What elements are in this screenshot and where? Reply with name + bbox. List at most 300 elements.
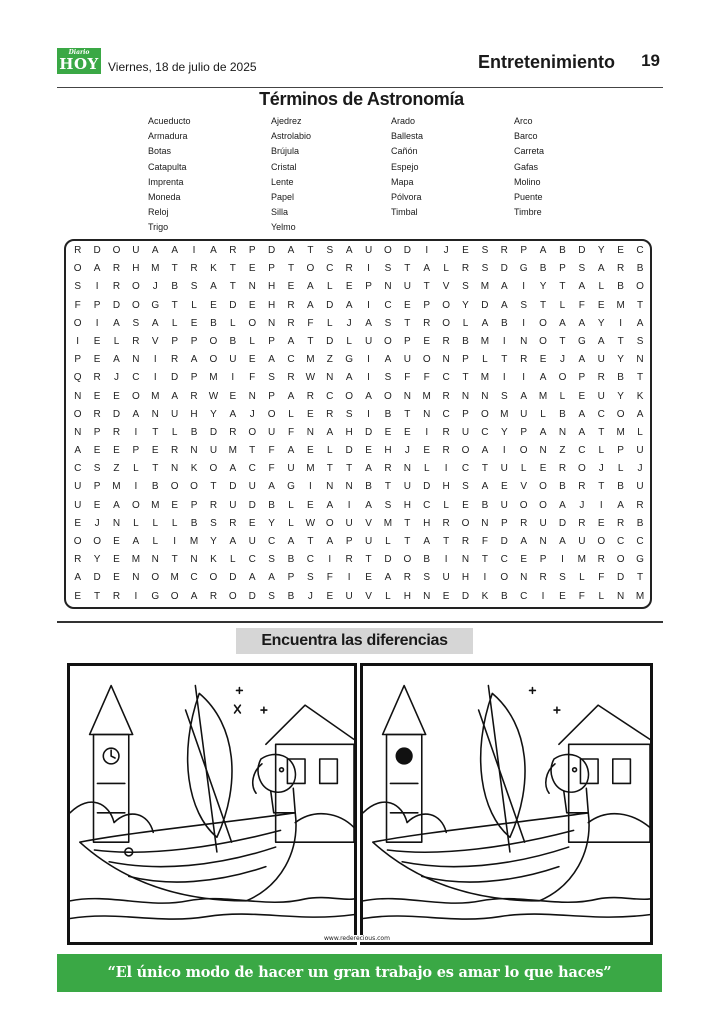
word-list-item: Armadura xyxy=(148,131,188,142)
grid-letter: D xyxy=(558,517,567,529)
quote-text: “El único modo de hacer un gran trabajo es amar lo que haces” xyxy=(107,964,612,981)
grid-letter: B xyxy=(500,317,508,329)
grid-letter: E xyxy=(539,354,547,366)
grid-letter: M xyxy=(616,426,625,438)
grid-letter: H xyxy=(384,445,392,457)
grid-letter: S xyxy=(132,317,140,329)
grid-letter: R xyxy=(74,554,82,566)
grid-letter: J xyxy=(152,281,158,293)
grid-letter: P xyxy=(268,263,275,275)
grid-letter: U xyxy=(578,536,586,547)
grid-letter: A xyxy=(559,317,566,329)
grid-letter: B xyxy=(151,481,159,493)
grid-letter: A xyxy=(345,299,353,311)
grid-letter: I xyxy=(599,499,603,511)
grid-letter: A xyxy=(481,445,489,457)
logo-small-text: Diario xyxy=(68,49,90,56)
grid-letter: N xyxy=(326,481,334,493)
grid-letter: I xyxy=(444,554,448,566)
grid-letter: O xyxy=(422,354,431,366)
grid-letter: N xyxy=(423,590,431,602)
grid-letter: M xyxy=(189,536,199,547)
grid-letter: R xyxy=(112,426,121,438)
grid-letter: I xyxy=(173,536,177,547)
grid-letter: C xyxy=(442,408,450,420)
grid-letter: K xyxy=(210,263,217,275)
grid-letter: T xyxy=(559,281,566,293)
grid-letter: P xyxy=(462,408,469,420)
grid-letter: R xyxy=(190,263,198,275)
grid-letter: O xyxy=(73,408,82,420)
grid-letter: E xyxy=(93,445,101,457)
grid-letter: O xyxy=(131,499,140,511)
grid-letter: L xyxy=(171,426,178,438)
grid-letter: A xyxy=(365,499,372,511)
grid-letter: M xyxy=(209,372,218,384)
grid-letter: L xyxy=(191,299,197,311)
word-list-item: Puente xyxy=(514,191,543,202)
grid-letter: B xyxy=(617,281,624,293)
word-list-item: Brújula xyxy=(271,146,300,157)
grid-letter: G xyxy=(519,263,528,275)
grid-letter: C xyxy=(384,299,392,311)
grid-letter: R xyxy=(442,335,450,347)
grid-letter: R xyxy=(287,299,295,311)
grid-letter: U xyxy=(500,499,508,511)
grid-letter: O xyxy=(228,590,237,602)
grid-letter: D xyxy=(112,299,121,311)
grid-letter: D xyxy=(423,481,431,493)
grid-letter: D xyxy=(364,426,373,438)
grid-letter: T xyxy=(152,463,159,475)
word-list-item: Moneda xyxy=(148,191,181,202)
grid-letter: D xyxy=(171,372,179,384)
grid-letter: D xyxy=(326,299,334,311)
grid-letter: R xyxy=(442,390,450,402)
grid-letter: A xyxy=(597,335,605,347)
grid-letter: J xyxy=(443,245,449,256)
grid-letter: B xyxy=(365,481,372,493)
grid-letter: A xyxy=(384,572,392,584)
grid-letter: U xyxy=(345,517,353,529)
grid-letter: O xyxy=(73,317,82,329)
grid-letter: A xyxy=(210,245,217,256)
grid-letter: N xyxy=(403,390,411,402)
grid-letter: P xyxy=(268,390,275,402)
grid-letter: N xyxy=(520,572,528,584)
grid-letter: R xyxy=(636,499,644,511)
grid-letter: P xyxy=(345,536,353,547)
grid-letter: A xyxy=(326,426,334,438)
grid-letter: B xyxy=(559,245,566,256)
grid-letter: H xyxy=(190,408,198,420)
grid-letter: F xyxy=(578,590,585,602)
grid-letter: I xyxy=(483,572,487,584)
grid-letter: E xyxy=(93,499,101,511)
grid-letter: A xyxy=(423,263,431,275)
grid-letter: I xyxy=(502,372,506,384)
grid-letter: L xyxy=(288,408,294,420)
grid-letter: D xyxy=(93,245,101,256)
grid-letter: N xyxy=(248,281,256,293)
grid-letter: Q xyxy=(73,372,82,384)
grid-letter: V xyxy=(442,281,450,293)
grid-letter: D xyxy=(248,499,256,511)
grid-letter: R xyxy=(539,572,547,584)
grid-letter: U xyxy=(248,481,256,493)
grid-letter: O xyxy=(461,445,470,457)
grid-letter: R xyxy=(423,317,431,329)
grid-letter: U xyxy=(209,445,218,457)
grid-letter: T xyxy=(559,335,566,347)
grid-letter: P xyxy=(617,445,624,457)
grid-letter: A xyxy=(74,572,82,584)
grid-letter: P xyxy=(520,426,528,438)
grid-letter: J xyxy=(579,499,585,511)
grid-letter: N xyxy=(481,390,489,402)
grid-letter: E xyxy=(404,426,411,438)
grid-letter: A xyxy=(578,408,586,420)
grid-letter: T xyxy=(307,335,314,347)
grid-letter: O xyxy=(519,445,528,457)
grid-letter: U xyxy=(403,281,411,293)
grid-letter: N xyxy=(171,463,179,475)
grid-letter: N xyxy=(248,390,256,402)
grid-letter: O xyxy=(325,517,334,529)
grid-letter: I xyxy=(367,372,370,384)
grid-letter: A xyxy=(578,426,586,438)
grid-letter: O xyxy=(93,536,101,547)
grid-letter: T xyxy=(365,554,372,566)
grid-letter: F xyxy=(404,372,411,384)
grid-letter: O xyxy=(151,572,160,584)
grid-letter: T xyxy=(326,463,333,475)
grid-letter: U xyxy=(636,445,644,457)
grid-letter: E xyxy=(248,354,256,366)
grid-letter: N xyxy=(442,354,450,366)
grid-letter: B xyxy=(636,517,644,529)
grid-letter: N xyxy=(539,445,547,457)
grid-letter: M xyxy=(635,590,645,602)
word-list-item: Arco xyxy=(514,116,533,126)
grid-letter: R xyxy=(171,354,179,366)
grid-letter: I xyxy=(347,572,351,584)
grid-letter: A xyxy=(617,499,624,511)
grid-letter: R xyxy=(93,408,101,420)
grid-letter: C xyxy=(248,463,256,475)
grid-letter: C xyxy=(423,499,431,511)
grid-letter: G xyxy=(577,335,586,347)
grid-letter: O xyxy=(616,554,625,566)
grid-letter: L xyxy=(346,335,352,347)
grid-letter: R xyxy=(403,572,411,584)
grid-letter: T xyxy=(171,263,178,275)
grid-letter: L xyxy=(249,335,255,347)
grid-letter: R xyxy=(287,317,295,329)
grid-letter: A xyxy=(559,499,566,511)
grid-letter: I xyxy=(134,590,138,602)
grid-letter: S xyxy=(210,517,217,529)
grid-letter: R xyxy=(112,263,121,275)
grid-letter: S xyxy=(462,281,469,293)
word-list-item: Catapulta xyxy=(148,161,187,172)
grid-letter: T xyxy=(462,372,469,384)
grid-letter: T xyxy=(501,354,508,366)
page-number: 19 xyxy=(641,51,660,70)
boat-dog-drawing-left xyxy=(70,666,354,942)
grid-letter: S xyxy=(520,299,528,311)
grid-letter: S xyxy=(326,245,334,256)
grid-letter: A xyxy=(287,335,295,347)
grid-letter: B xyxy=(462,335,469,347)
grid-letter: A xyxy=(268,481,275,493)
grid-letter: E xyxy=(384,426,392,438)
grid-letter: O xyxy=(267,408,276,420)
grid-letter: N xyxy=(345,481,353,493)
grid-letter: R xyxy=(442,517,450,529)
grid-letter: N xyxy=(481,517,489,529)
grid-letter: P xyxy=(365,281,372,293)
grid-letter: N xyxy=(190,554,198,566)
grid-letter: T xyxy=(636,372,644,384)
word-list-item: Silla xyxy=(271,207,289,218)
grid-letter: R xyxy=(617,517,625,529)
grid-letter: C xyxy=(520,590,528,602)
grid-letter: P xyxy=(559,263,566,275)
grid-letter: V xyxy=(151,335,159,347)
grid-letter: N xyxy=(132,572,140,584)
grid-letter: I xyxy=(425,426,429,438)
grid-letter: T xyxy=(307,536,314,547)
grid-letter: O xyxy=(190,481,198,493)
grid-letter: S xyxy=(384,499,392,511)
grid-letter: D xyxy=(267,245,276,256)
grid-letter: N xyxy=(384,281,392,293)
grid-letter: N xyxy=(151,408,159,420)
word-list-item: Acueducto xyxy=(148,116,191,126)
grid-letter: F xyxy=(578,299,585,311)
grid-letter: E xyxy=(113,445,120,457)
grid-letter: T xyxy=(443,536,450,547)
grid-letter: T xyxy=(636,572,644,584)
grid-letter: H xyxy=(403,590,411,602)
grid-letter: N xyxy=(267,317,276,329)
grid-letter: S xyxy=(500,390,508,402)
grid-letter: L xyxy=(152,517,159,529)
grid-letter: U xyxy=(74,499,82,511)
grid-letter: O xyxy=(636,281,644,293)
grid-letter: I xyxy=(308,481,312,493)
grid-letter: O xyxy=(306,263,315,275)
grid-letter: L xyxy=(326,445,333,457)
word-list-item: Espejo xyxy=(391,161,419,172)
grid-letter: C xyxy=(326,390,334,402)
grid-letter: W xyxy=(305,517,316,529)
grid-letter: E xyxy=(423,445,431,457)
grid-letter: L xyxy=(230,317,236,329)
grid-letter: I xyxy=(502,335,506,347)
grid-letter: R xyxy=(597,372,605,384)
grid-letter: A xyxy=(520,390,528,402)
grid-letter: L xyxy=(443,263,449,275)
grid-letter: M xyxy=(616,299,625,311)
grid-letter: C xyxy=(132,372,140,384)
grid-letter: A xyxy=(229,536,237,547)
grid-letter: O xyxy=(131,390,140,402)
grid-letter: P xyxy=(462,354,469,366)
grid-letter: L xyxy=(133,517,139,529)
grid-letter: I xyxy=(561,554,564,566)
grid-letter: W xyxy=(208,390,219,402)
grid-letter: A xyxy=(578,354,586,366)
grid-letter: P xyxy=(190,335,198,347)
word-list-item: Carreta xyxy=(514,146,545,157)
grid-letter: A xyxy=(345,245,353,256)
grid-letter: A xyxy=(559,536,566,547)
grid-letter: I xyxy=(367,408,370,420)
grid-letter: P xyxy=(248,245,256,256)
grid-letter: J xyxy=(598,463,604,475)
grid-letter: L xyxy=(326,281,333,293)
grid-letter: E xyxy=(93,390,101,402)
grid-letter: M xyxy=(228,445,237,457)
section-name: Entretenimiento xyxy=(478,52,616,72)
grid-letter: O xyxy=(73,263,82,275)
grid-letter: C xyxy=(500,554,508,566)
grid-letter: F xyxy=(481,536,488,547)
grid-letter: M xyxy=(577,554,587,566)
grid-letter: B xyxy=(287,554,295,566)
grid-letter: R xyxy=(384,463,392,475)
grid-letter: T xyxy=(171,299,178,311)
grid-letter: A xyxy=(113,317,120,329)
grid-letter: P xyxy=(404,335,411,347)
differences-image-left xyxy=(67,663,357,945)
grid-letter: R xyxy=(74,245,82,256)
grid-letter: E xyxy=(307,408,314,420)
grid-letter: E xyxy=(113,390,120,402)
differences-image-right xyxy=(360,663,653,945)
grid-letter: D xyxy=(112,408,121,420)
grid-letter: E xyxy=(500,481,508,493)
grid-letter: C xyxy=(597,408,605,420)
grid-letter: O xyxy=(616,408,625,420)
grid-letter: J xyxy=(113,372,119,384)
grid-letter: A xyxy=(423,536,431,547)
grid-letter: L xyxy=(133,463,139,475)
grid-letter: C xyxy=(461,463,470,475)
grid-letter: B xyxy=(559,408,566,420)
grid-letter: F xyxy=(598,572,605,584)
grid-letter: E xyxy=(113,536,120,547)
grid-letter: D xyxy=(500,536,508,547)
grid-letter: L xyxy=(288,517,294,529)
grid-letter: S xyxy=(268,590,275,602)
grid-letter: L xyxy=(559,299,566,311)
grid-letter: R xyxy=(190,390,198,402)
grid-letter: A xyxy=(365,390,372,402)
grid-letter: A xyxy=(287,445,295,457)
grid-letter: C xyxy=(636,536,644,547)
grid-letter: B xyxy=(617,481,624,493)
grid-letter: L xyxy=(520,463,527,475)
grid-letter: L xyxy=(171,317,178,329)
grid-letter: U xyxy=(364,335,373,347)
word-list-item: Timbal xyxy=(391,207,418,218)
grid-letter: G xyxy=(151,299,160,311)
grid-letter: N xyxy=(190,445,198,457)
grid-letter: B xyxy=(539,263,547,275)
word-list-item: Pólvora xyxy=(391,191,422,202)
word-list xyxy=(148,114,578,234)
grid-letter: C xyxy=(306,554,314,566)
grid-letter: P xyxy=(287,572,295,584)
grid-letter: U xyxy=(597,354,605,366)
grid-letter: T xyxy=(287,263,295,275)
grid-letter: U xyxy=(132,245,140,256)
grid-letter: M xyxy=(170,572,179,584)
grid-letter: P xyxy=(423,299,431,311)
grid-letter: A xyxy=(132,408,140,420)
grid-letter: E xyxy=(307,499,314,511)
grid-letter: U xyxy=(267,426,276,438)
grid-letter: J xyxy=(559,354,565,366)
grid-letter: L xyxy=(598,445,605,457)
grid-letter: H xyxy=(461,572,470,584)
grid-letter: R xyxy=(500,245,508,256)
word-list-item: Molino xyxy=(514,176,541,187)
word-list-item: Yelmo xyxy=(271,222,296,233)
grid-letter: A xyxy=(500,299,508,311)
grid-letter: E xyxy=(190,317,198,329)
grid-letter: E xyxy=(617,245,624,256)
grid-letter: M xyxy=(151,499,160,511)
grid-letter: U xyxy=(597,390,605,402)
page-header xyxy=(57,48,663,88)
grid-letter: A xyxy=(113,499,120,511)
grid-letter: A xyxy=(520,536,528,547)
grid-letter: V xyxy=(520,481,528,493)
grid-letter: I xyxy=(134,426,138,438)
grid-letter: U xyxy=(287,463,295,475)
grid-letter: J xyxy=(307,590,313,602)
grid-letter: E xyxy=(520,554,528,566)
grid-letter: A xyxy=(578,317,586,329)
grid-letter: D xyxy=(229,299,237,311)
grid-letter: U xyxy=(345,590,353,602)
grid-letter: C xyxy=(442,372,450,384)
grid-letter: B xyxy=(500,590,508,602)
grid-letter: R xyxy=(461,263,470,275)
grid-letter: T xyxy=(404,517,411,529)
grid-letter: S xyxy=(384,263,392,275)
grid-letter: E xyxy=(229,390,237,402)
grid-letter: A xyxy=(539,372,547,384)
grid-letter: E xyxy=(423,335,431,347)
grid-letter: L xyxy=(598,590,605,602)
grid-letter: M xyxy=(306,354,315,366)
grid-letter: S xyxy=(93,463,101,475)
grid-letter: B xyxy=(190,517,198,529)
grid-letter: O xyxy=(577,463,586,475)
logo-big-text: HOY xyxy=(59,55,99,73)
grid-letter: H xyxy=(267,299,276,311)
grid-letter: R xyxy=(229,426,237,438)
grid-letter: I xyxy=(95,317,99,329)
grid-letter: L xyxy=(579,572,585,584)
word-list-item: Timbre xyxy=(514,207,542,218)
grid-letter: B xyxy=(636,263,644,275)
